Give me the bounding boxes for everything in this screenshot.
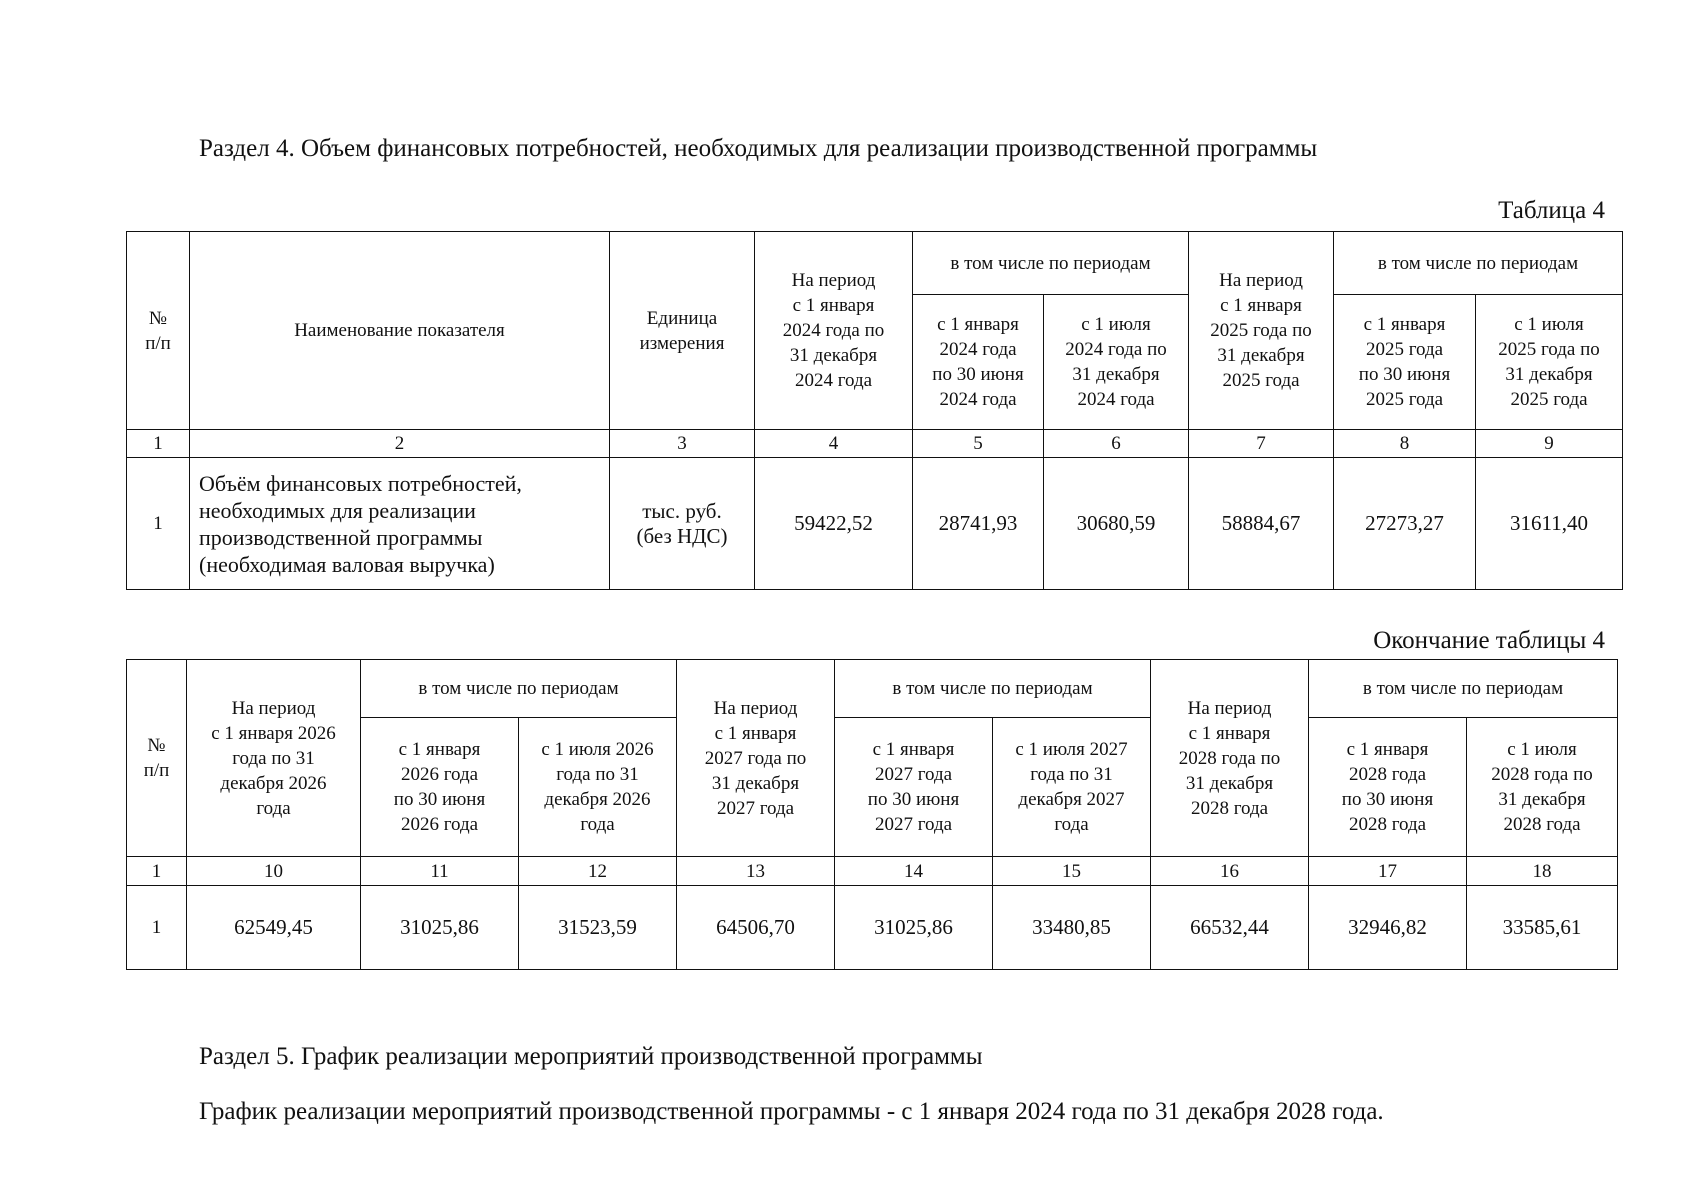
section-4-title: Раздел 4. Объем финансовых потребностей, необходимых для реализации производственной программы	[199, 135, 1318, 162]
financial-needs-table-continued	[126, 659, 1618, 970]
value-cell: 31523,59	[519, 886, 677, 970]
column-number-row	[127, 857, 1618, 886]
header-name: Наименование показателя	[190, 232, 610, 430]
value-cell: 62549,45	[187, 886, 361, 970]
header-period-2027: На период с 1 января 2027 года по 31 декабря 2027 года	[677, 660, 835, 857]
value-cell: 33480,85	[993, 886, 1151, 970]
value-cell: 33585,61	[1467, 886, 1618, 970]
header-period-2026: На период с 1 января 2026 года по 31 декабря 2026 года	[187, 660, 361, 857]
column-number: 15	[993, 857, 1151, 886]
header-including-periods-2025: в том числе по периодам	[1334, 232, 1623, 295]
value-cell: 27273,27	[1334, 458, 1476, 590]
column-number: 16	[1151, 857, 1309, 886]
section-5-title: Раздел 5. График реализации мероприятий производственной программы	[199, 1043, 983, 1070]
value-cell: 31611,40	[1476, 458, 1623, 590]
column-number: 13	[677, 857, 835, 886]
column-number: 1	[127, 857, 187, 886]
table-header-row	[127, 232, 1623, 295]
header-h2-2027: с 1 июля 2027 года по 31 декабря 2027 года	[993, 718, 1151, 857]
column-number: 18	[1467, 857, 1618, 886]
column-number: 11	[361, 857, 519, 886]
value-cell: 31025,86	[835, 886, 993, 970]
table-header-row	[127, 660, 1618, 718]
section-5-text: График реализации мероприятий производственной программы - с 1 января 2024 года по 31 декабря 2028 года.	[199, 1098, 1384, 1125]
value-cell: 59422,52	[755, 458, 913, 590]
header-h1-2027: с 1 января 2027 года по 30 июня 2027 года	[835, 718, 993, 857]
value-cell: 66532,44	[1151, 886, 1309, 970]
header-including-periods-2026: в том числе по периодам	[361, 660, 677, 718]
column-number: 5	[913, 430, 1044, 458]
indicator-name: Объём финансовых потребностей, необходимых для реализации производственной программы (необходимая валовая выручка)	[190, 458, 610, 590]
value-cell: 31025,86	[361, 886, 519, 970]
column-number: 7	[1189, 430, 1334, 458]
header-h1-2024: с 1 января 2024 года по 30 июня 2024 года	[913, 295, 1044, 430]
column-number: 4	[755, 430, 913, 458]
header-h2-2026: с 1 июля 2026 года по 31 декабря 2026 года	[519, 718, 677, 857]
financial-needs-table	[126, 231, 1623, 590]
column-number: 1	[127, 430, 190, 458]
header-h1-2025: с 1 января 2025 года по 30 июня 2025 года	[1334, 295, 1476, 430]
header-period-2024: На период с 1 января 2024 года по 31 декабря 2024 года	[755, 232, 913, 430]
table-row	[127, 886, 1618, 970]
value-cell: 30680,59	[1044, 458, 1189, 590]
header-period-2028: На период с 1 января 2028 года по 31 декабря 2028 года	[1151, 660, 1309, 857]
table-4-continuation-caption: Окончание таблицы 4	[1373, 627, 1605, 654]
header-including-periods-2027: в том числе по периодам	[835, 660, 1151, 718]
table-4-caption: Таблица 4	[1498, 197, 1605, 224]
unit-of-measure: тыс. руб. (без НДС)	[610, 458, 755, 590]
column-number: 9	[1476, 430, 1623, 458]
header-period-2025: На период с 1 января 2025 года по 31 декабря 2025 года	[1189, 232, 1334, 430]
header-h2-2024: с 1 июля 2024 года по 31 декабря 2024 года	[1044, 295, 1189, 430]
column-number: 2	[190, 430, 610, 458]
header-h2-2025: с 1 июля 2025 года по 31 декабря 2025 года	[1476, 295, 1623, 430]
value-cell: 64506,70	[677, 886, 835, 970]
header-num: № п/п	[127, 660, 187, 857]
value-cell: 28741,93	[913, 458, 1044, 590]
header-including-periods-2028: в том числе по периодам	[1309, 660, 1618, 718]
column-number: 10	[187, 857, 361, 886]
column-number: 8	[1334, 430, 1476, 458]
header-num: № п/п	[127, 232, 190, 430]
row-num: 1	[127, 458, 190, 590]
value-cell: 58884,67	[1189, 458, 1334, 590]
column-number: 6	[1044, 430, 1189, 458]
row-num: 1	[127, 886, 187, 970]
header-h1-2026: с 1 января 2026 года по 30 июня 2026 года	[361, 718, 519, 857]
header-h2-2028: с 1 июля 2028 года по 31 декабря 2028 года	[1467, 718, 1618, 857]
column-number: 12	[519, 857, 677, 886]
column-number: 17	[1309, 857, 1467, 886]
header-h1-2028: с 1 января 2028 года по 30 июня 2028 года	[1309, 718, 1467, 857]
table-row	[127, 458, 1623, 590]
column-number: 14	[835, 857, 993, 886]
header-unit: Единица измерения	[610, 232, 755, 430]
value-cell: 32946,82	[1309, 886, 1467, 970]
column-number: 3	[610, 430, 755, 458]
header-including-periods-2024: в том числе по периодам	[913, 232, 1189, 295]
column-number-row	[127, 430, 1623, 458]
